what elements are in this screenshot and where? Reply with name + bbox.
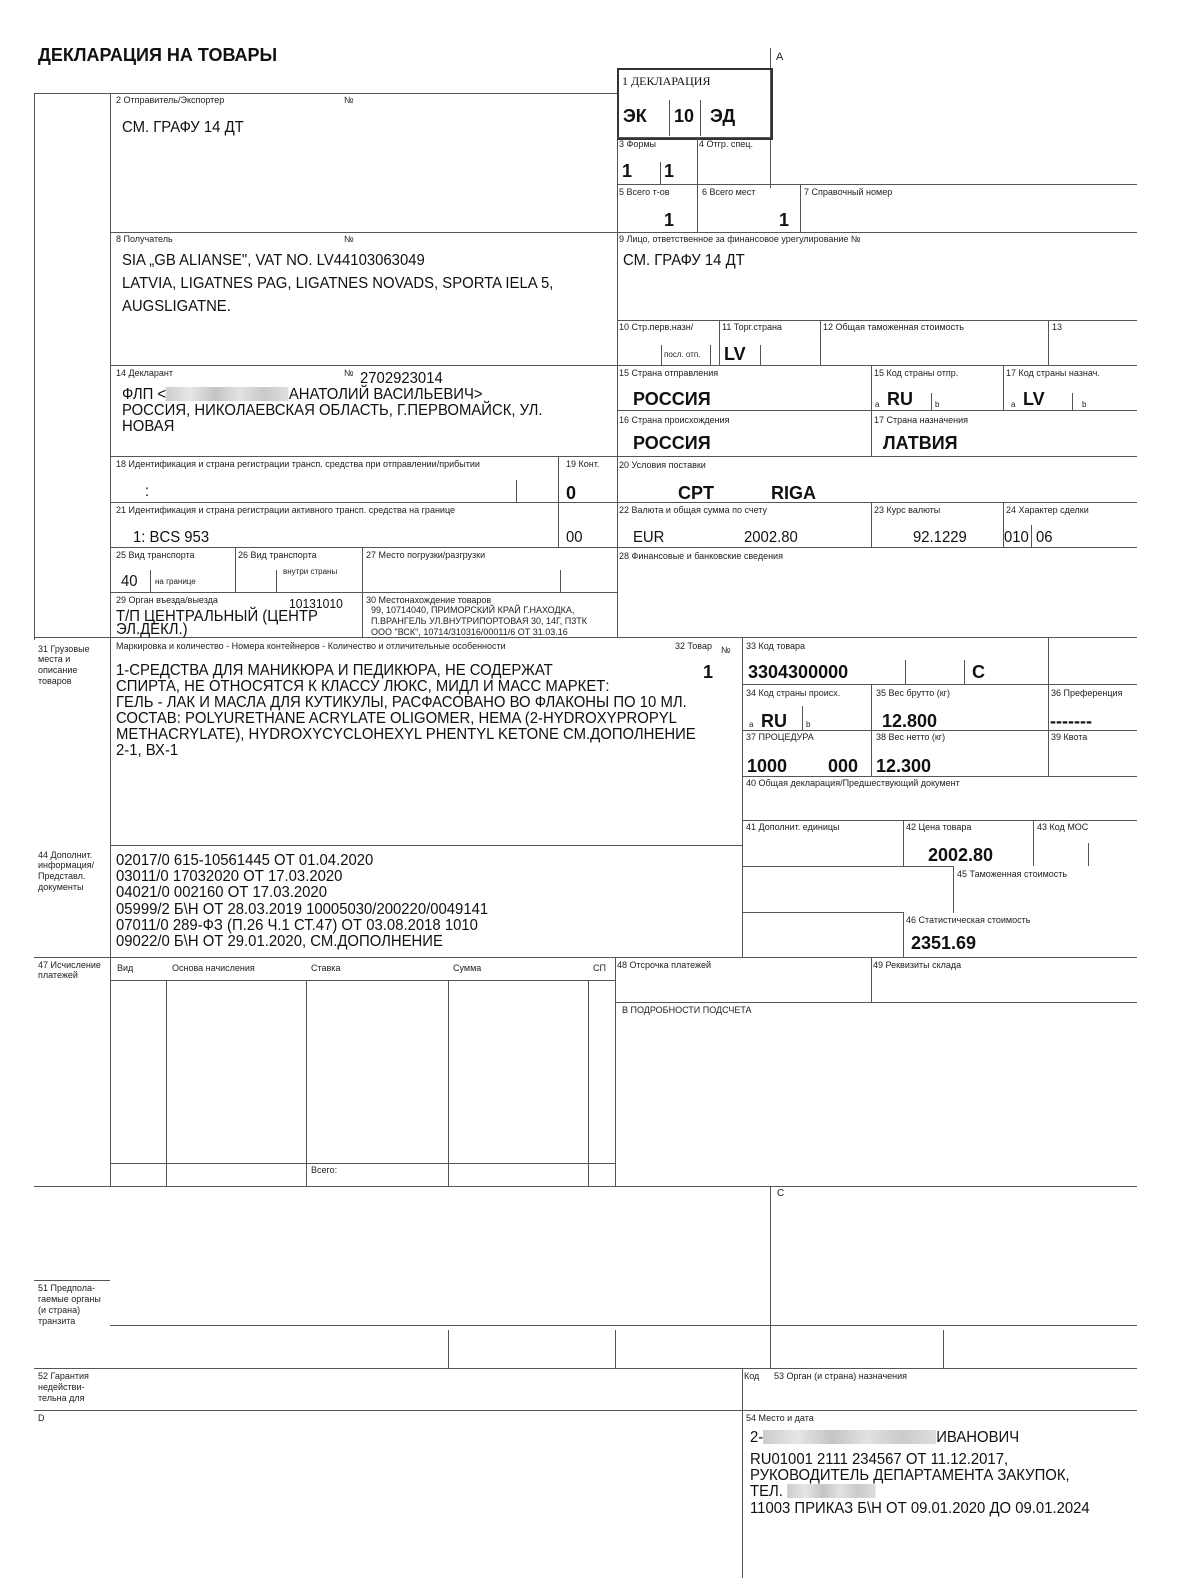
goods-description-3: ГЕЛЬ - ЛАК И МАСЛА ДЛЯ КУТИКУЛЫ, РАСФАСОВАНО ВО ФЛАКОНЫ ПО 10 МЛ. xyxy=(116,694,687,711)
preference: ------- xyxy=(1050,711,1092,731)
goods-description-2: СПИРТА, НЕ ОТНОСЯТСЯ К КЛАССУ ЛЮКС, МИДЛ И МАСС МАРКЕТ: xyxy=(116,678,610,695)
box31-label: Маркировка и количество - Номера контейнеров - Количество и отличительные особенности xyxy=(116,641,506,651)
dispatch-country: РОССИЯ xyxy=(633,389,711,409)
exporter: СМ. ГРАФУ 14 ДТ xyxy=(122,119,244,136)
box33-label: 33 Код товара xyxy=(746,641,806,651)
box8-label: 8 Получатель xyxy=(116,234,173,244)
box35-label: 35 Вес брутто (кг) xyxy=(876,688,950,698)
delivery-place: RIGA xyxy=(771,483,816,503)
documents-4: 05999/2 Б\Н ОТ 28.03.2019 10005030/200220/0049141 xyxy=(116,901,489,918)
box2-label: 2 Отправитель/Экспортер xyxy=(116,95,225,105)
declarant-line-2: РОССИЯ, НИКОЛАЕВСКАЯ ОБЛАСТЬ, Г.ПЕРВОМАЙСК, УЛ. xyxy=(122,402,543,419)
box52-side-3: тельна для xyxy=(38,1393,85,1403)
corner-d: D xyxy=(38,1413,45,1423)
transport-departure: : xyxy=(145,483,150,500)
box15a-label: 15 Код страны отпр. xyxy=(874,368,959,378)
signatory-line-5: 11003 ПРИКАЗ Б\Н ОТ 09.01.2020 ДО 09.01.2024 xyxy=(750,1500,1090,1517)
goods-description-4: СОСТАВ: POLYURETHANE ACRYLATE OLIGOMER, HEMA (2-HYDROXYPROPYL xyxy=(116,710,677,727)
box42-label: 42 Цена товара xyxy=(906,822,972,832)
total-items: 1 xyxy=(664,210,675,230)
box21-label: 21 Идентификация и страна регистрации активного трансп. средства на границе xyxy=(116,505,456,515)
col-rate: Ставка xyxy=(311,963,341,973)
financial-responsible: СМ. ГРАФУ 14 ДТ xyxy=(623,252,745,269)
box51-side-2: гаемые органы xyxy=(38,1294,101,1304)
box45-label: 45 Таможенная стоимость xyxy=(957,869,1068,879)
documents-6: 09022/0 Б\Н ОТ 29.01.2020, СМ.ДОПОЛНЕНИЕ xyxy=(116,933,443,950)
destination-country-code: LV xyxy=(1023,389,1045,409)
box15-label: 15 Страна отправления xyxy=(619,368,719,378)
box15a-b: b xyxy=(935,400,940,409)
payments-total: Всего: xyxy=(311,1165,338,1175)
item-price: 2002.80 xyxy=(928,845,994,865)
col-basis: Основа начисления xyxy=(172,963,255,973)
total-packages: 1 xyxy=(779,210,790,230)
box12-label: 12 Общая таможенная стоимость xyxy=(823,322,964,332)
box14-label: 14 Декларант xyxy=(116,368,174,378)
col-amount: Сумма xyxy=(453,963,482,973)
box6-label: 6 Всего мест xyxy=(702,187,756,197)
destination-country: ЛАТВИЯ xyxy=(883,433,958,453)
box2-no: № xyxy=(344,95,354,105)
box25-sub: на границе xyxy=(155,577,196,586)
calc-details: В ПОДРОБНОСТИ ПОДСЧЕТА xyxy=(622,1005,752,1015)
box22-label: 22 Валюта и общая сумма по счету xyxy=(619,505,767,515)
procedure-b: 000 xyxy=(828,756,859,776)
box26-sub: внутри страны xyxy=(283,567,338,576)
transport-mode-border: 40 xyxy=(121,573,138,590)
box15a-a: a xyxy=(875,400,880,409)
box10-label: 10 Стр.перв.назн/ xyxy=(619,322,694,332)
signatory-line-1: 2- ИВАНОВИЧ xyxy=(750,1429,1020,1446)
invoice-currency: EUR xyxy=(633,529,665,546)
trading-country: LV xyxy=(724,344,746,364)
box17-label: 17 Страна назначения xyxy=(874,415,968,425)
goods-description-6: 2-1, ВХ-1 xyxy=(116,742,179,759)
customs-office-code: 10131010 xyxy=(289,596,343,611)
box9-label: 9 Лицо, ответственное за финансовое урегулирование № xyxy=(619,234,861,244)
goods-description-5: METHACRYLATE), HYDROXYCYCLOHEXYL PHENTYL KETONE СМ.ДОПОЛНЕНИЕ xyxy=(116,726,696,743)
box7-label: 7 Справочный номер xyxy=(804,187,893,197)
box8-no: № xyxy=(344,234,354,244)
box48-label: 48 Отсрочка платежей xyxy=(617,960,712,970)
box27-label: 27 Место погрузки/разгрузки xyxy=(366,550,486,560)
box53-label: 53 Орган (и страна) назначения xyxy=(774,1371,908,1381)
forms-a: 1 xyxy=(622,161,633,181)
statistical-value: 2351.69 xyxy=(911,933,977,953)
box19-label: 19 Конт. xyxy=(566,459,600,469)
box41-label: 41 Дополнит. единицы xyxy=(746,822,840,832)
active-transport: 1: BCS 953 xyxy=(133,529,210,546)
declaration-type-c: ЭД xyxy=(710,106,736,126)
declarant-line-3: НОВАЯ xyxy=(122,418,175,435)
box14-no: № xyxy=(344,368,354,378)
box1-label: 1 ДЕКЛАРАЦИЯ xyxy=(622,74,711,88)
box36-label: 36 Преференция xyxy=(1051,688,1123,698)
goods-description-1: 1-СРЕДСТВА ДЛЯ МАНИКЮРА И ПЕДИКЮРА, НЕ СОДЕРЖАТ xyxy=(116,662,553,679)
box31-side-4: товаров xyxy=(38,676,72,686)
box52-side-1: 52 Гарантия xyxy=(38,1371,89,1381)
consignee-line-3: AUGSLIGATNE. xyxy=(122,298,231,315)
box39-label: 39 Квота xyxy=(1051,732,1088,742)
box23-label: 23 Курс валюты xyxy=(874,505,941,515)
commodity-code: 3304300000 xyxy=(748,662,849,682)
transaction-type-a: 010 xyxy=(1004,529,1029,546)
goods-location-2: П.ВРАНГЕЛЬ УЛ.ВНУТРИПОРТОВАЯ 30, 14Г, П3ТК xyxy=(371,616,587,626)
signatory-line-3: РУКОВОДИТЕЛЬ ДЕПАРТАМЕНТА ЗАКУПОК, xyxy=(750,1467,1070,1484)
consignee-line-1: SIA „GB ALIANSE", VAT NO. LV44103063049 xyxy=(122,252,425,269)
box44-side-4: документы xyxy=(38,882,84,892)
box30-label: 30 Местонахождение товаров xyxy=(366,595,492,605)
invoice-amount: 2002.80 xyxy=(744,529,798,546)
box44-side-2: информация/ xyxy=(38,860,95,870)
box32-label: 32 Товар xyxy=(675,641,713,651)
box17a-a: a xyxy=(1011,400,1016,409)
box17a-label: 17 Код страны назнач. xyxy=(1006,368,1100,378)
customs-office-line-2: ЭЛ.ДЕКЛ.) xyxy=(116,621,188,638)
box32-no: № xyxy=(721,645,731,655)
col-sp: СП xyxy=(593,963,606,973)
box34-a: a xyxy=(749,720,754,729)
net-weight: 12.300 xyxy=(876,756,932,776)
redacted-name xyxy=(166,387,289,401)
document-title: ДЕКЛАРАЦИЯ НА ТОВАРЫ xyxy=(38,45,278,65)
consignee-line-2: LATVIA, LIGATNES PAG, LIGATNES NOVADS, SPORTA IELA 5, xyxy=(122,275,554,292)
box49-label: 49 Реквизиты склада xyxy=(873,960,962,970)
goods-location-1: 99, 10714040, ПРИМОРСКИЙ КРАЙ Г.НАХОДКА, xyxy=(371,605,575,615)
box11-label: 11 Торг.страна xyxy=(722,322,782,332)
transaction-type-b: 06 xyxy=(1036,529,1053,546)
box29-label: 29 Орган въезда/выезда xyxy=(116,595,218,605)
box28-label: 28 Финансовые и банковские сведения xyxy=(619,551,783,561)
corner-a: А xyxy=(776,51,784,63)
box34-b: b xyxy=(806,720,811,729)
box17a-b: b xyxy=(1082,400,1087,409)
customs-office-line-1: Т/П ЦЕНТРАЛЬНЫЙ (ЦЕНТР xyxy=(116,608,318,625)
box26-label: 26 Вид транспорта xyxy=(238,550,317,560)
item-number: 1 xyxy=(703,662,714,682)
active-transport-code: 00 xyxy=(566,529,583,546)
box38-label: 38 Вес нетто (кг) xyxy=(876,732,946,742)
box40-label: 40 Общая декларация/Предшествующий документ xyxy=(746,778,960,788)
dispatch-country-code: RU xyxy=(887,389,913,409)
box5-label: 5 Всего т-ов xyxy=(619,187,670,197)
signatory-line-2: RU01001 2111 234567 ОТ 11.12.2017, xyxy=(750,1451,1009,1468)
box3-label: 3 Формы xyxy=(619,139,657,149)
box51-side-4: транзита xyxy=(38,1316,76,1326)
box37-label: 37 ПРОЦЕДУРА xyxy=(746,732,814,742)
goods-location-3: ООО "ВСК", 10714/310316/00011/6 ОТ 31.03.16 xyxy=(371,627,568,637)
signatory-line-4: ТЕЛ. xyxy=(750,1484,875,1500)
declarant-line-1: ФЛП < АНАТОЛИЙ ВАСИЛЬЕВИЧ> xyxy=(122,386,483,403)
box47-side-1: 47 Исчисление xyxy=(38,960,101,970)
redacted-signatory xyxy=(763,1430,936,1444)
box18-label: 18 Идентификация и страна регистрации трансп. средства при отправлении/прибытии xyxy=(116,459,480,469)
box44-side-1: 44 Дополнит. xyxy=(38,850,93,860)
box31-side-2: места и xyxy=(38,654,71,664)
declaration-type-a: ЭК xyxy=(623,106,647,126)
box10-sub: посл. отп. xyxy=(664,350,701,359)
container: 0 xyxy=(566,483,577,503)
box16-label: 16 Страна происхождения xyxy=(619,415,730,425)
delivery-terms: CPT xyxy=(678,483,714,503)
box52-side-2: недействи- xyxy=(38,1382,85,1392)
declarant-number: 2702923014 xyxy=(360,370,443,387)
box25-label: 25 Вид транспорта xyxy=(116,550,195,560)
box44-side-3: Представл. xyxy=(38,871,86,881)
box34-label: 34 Код страны происх. xyxy=(746,688,841,698)
procedure-a: 1000 xyxy=(747,756,788,776)
box20-label: 20 Условия поставки xyxy=(619,460,706,470)
exchange-rate: 92.1229 xyxy=(913,529,967,546)
redacted-phone xyxy=(787,1484,875,1498)
box13-label: 13 xyxy=(1052,322,1063,332)
forms-b: 1 xyxy=(664,161,675,181)
documents-1: 02017/0 615-10561445 ОТ 01.04.2020 xyxy=(116,852,374,869)
box54-label: 54 Место и дата xyxy=(746,1413,814,1423)
documents-2: 03011/0 17032020 ОТ 17.03.2020 xyxy=(116,868,343,885)
box51-side-3: (и страна) xyxy=(38,1305,81,1315)
box31-side-1: 31 Грузовые xyxy=(38,644,90,654)
gross-weight: 12.800 xyxy=(882,711,938,731)
box47-side-2: платежей xyxy=(38,970,78,980)
commodity-code-c: С xyxy=(972,662,985,682)
origin-country: РОССИЯ xyxy=(633,433,711,453)
box4-label: 4 Отгр. спец. xyxy=(699,139,753,149)
documents-5: 07011/0 289-ФЗ (П.26 Ч.1 СТ.47) ОТ 03.08.2018 1010 xyxy=(116,917,478,934)
box46-label: 46 Статистическая стоимость xyxy=(906,915,1031,925)
box51-side-1: 51 Предпола- xyxy=(38,1283,95,1293)
box43-label: 43 Код МОС xyxy=(1037,822,1089,832)
box24-label: 24 Характер сделки xyxy=(1006,505,1089,515)
declaration-type-b: 10 xyxy=(674,106,695,126)
col-type: Вид xyxy=(117,963,134,973)
corner-c: С xyxy=(777,1188,785,1199)
box31-side-3: описание xyxy=(38,665,78,675)
origin-country-code: RU xyxy=(761,711,787,731)
documents-3: 04021/0 002160 ОТ 17.03.2020 xyxy=(116,884,327,901)
box52-kod: Код xyxy=(744,1371,760,1381)
